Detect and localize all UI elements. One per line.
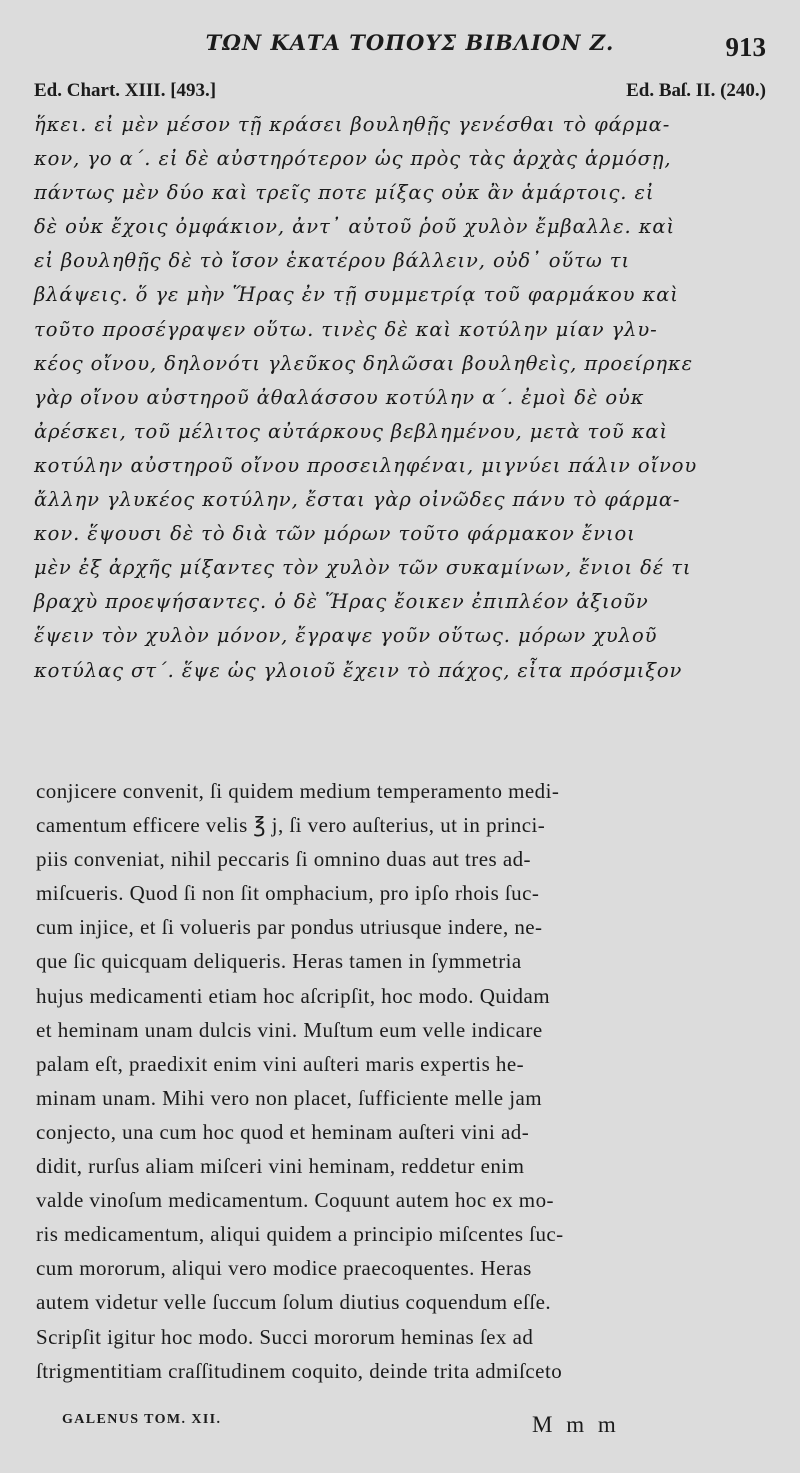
greek-line: ἕψειν τὸν χυλὸν μόνον, ἔγραψε γοῦν οὕτως. μόρων χυλοῦ [34,624,658,648]
greek-line: ἥκει. εἰ μὲν μέσον τῇ κράσει βουληθῇς γενέσθαι τὸ φάρμα- [34,113,671,136]
greek-line: ἄλλην γλυκέος κοτύλην, ἔσται γὰρ οἰνῶδες πάνυ τὸ φάρμα- [34,488,681,512]
latin-line: hujus medicamenti etiam hoc aſcripſit, hoc modo. Quidam [36,983,551,1008]
latin-line: conjecto, una cum hoc quod et heminam auſteri vini ad- [36,1119,530,1144]
latin-line: valde vinoſum medicamentum. Coquunt autem hoc ex mo- [36,1188,554,1213]
latin-line: miſcueris. Quod ſi non ſit omphacium, pro ipſo rhois ſuc- [36,881,540,906]
latin-line: camentum efficere velis ℥ j, ſi vero auſterius, ut in princi- [36,813,546,838]
latin-text-block [36,774,764,1388]
edition-basel-reference: Ed. Baſ. II. (240.) [626,80,766,101]
greek-line: τοῦτο προσέγραψεν οὕτω. τινὲς δὲ καὶ κοτύλην μίαν γλυ- [34,317,658,341]
greek-line: μὲν ἐξ ἀρχῆς μίξαντες τὸν χυλὸν τῶν συκαμίνων, ἔνιοι δέ τι [34,556,692,580]
greek-line: κοτύλην αὐστηροῦ οἴνου προσειληφέναι, μιγνύει πάλιν οἴνου [34,453,698,477]
footer-gathering-mark: M m m [532,1412,620,1437]
latin-line: conjicere convenit, ſi quidem medium temperamento medi- [36,779,560,803]
greek-line: γὰρ οἴνου αὐστηροῦ ἀθαλάσσου κοτύλην α΄. ἐμοὶ δὲ οὐκ [34,385,645,409]
latin-line: ris medicamentum, aliqui quidem a principio miſcentes ſuc- [36,1222,564,1247]
greek-line: κέος οἴνου, δηλονότι γλεῦκος δηλῶσαι βουληθεὶς, προείρηκε [34,351,693,375]
edition-reference-line [34,80,766,104]
footer-signature: GALENUS TOM. XII. [62,1412,222,1427]
page-number: 913 [725,32,766,62]
greek-line: δὲ οὐκ ἔχοις ὀμφάκιον, ἀντ᾽ αὐτοῦ ῥοῦ χυλὸν ἔμβαλλε. καὶ [34,215,676,239]
edition-chart-reference: Ed. Chart. XIII. [493.] [34,80,217,101]
latin-line: didit, rurſus aliam miſceri vini heminam, reddetur enim [36,1154,525,1179]
greek-line: πάντως μὲν δύο καὶ τρεῖς ποτε μίξας οὐκ ἂν ἁμάρτοις. εἰ [34,181,655,205]
greek-line: κον, γο α΄. εἰ δὲ αὐστηρότερον ὡς πρὸς τὰς ἀρχὰς ἁρμόσῃ, [34,147,672,171]
latin-line: cum injice, et ſi volueris par pondus utriusque indere, ne- [36,915,543,940]
greek-line: βραχὺ προεψήσαντες. ὁ δὲ Ἥρας ἔοικεν ἐπιπλέον ἀξιοῦν [34,590,649,614]
latin-line: autem videtur velle ſuccum ſolum diutius coquendum eſſe. [36,1290,552,1315]
greek-line: εἰ βουληθῇς δὲ τὸ ἴσον ἑκατέρου βάλλειν, οὐδ᾽ οὕτω τι [34,249,630,273]
latin-line: que ſic quicquam deliqueris. Heras tamen in ſymmetria [36,949,522,974]
greek-text-block [34,108,766,688]
latin-line: Scripſit igitur hoc modo. Succi mororum heminas ſex ad [36,1324,534,1349]
greek-line: βλάψεις. ὅ γε μὴν Ἥρας ἐν τῇ συμμετρίᾳ τοῦ φαρμάκου καὶ [34,283,679,307]
greek-line: κοτύλας στ΄. ἕψε ὡς γλοιοῦ ἔχειν τὸ πάχος, εἶτα πρόσμιξον [34,658,683,682]
latin-line: cum mororum, aliqui vero modice praecoquentes. Heras [36,1256,532,1281]
latin-line: piis conveniat, nihil peccaris ſi omnino duas aut tres ad- [36,847,531,872]
latin-line: minam unam. Mihi vero non placet, ſufficiente melle jam [36,1085,543,1110]
greek-line: ἀρέσκει, τοῦ μέλιτος αὐτάρκους βεβλημένου, μετὰ τοῦ καὶ [34,419,669,443]
latin-line: ſtrigmentitiam craſſitudinem coquito, deinde trita admiſceto [36,1358,563,1383]
running-head: ΤΩΝ ΚΑΤΑ ΤΟΠΟΥΣ ΒΙΒΛΙΟΝ Ζ. [205,30,615,55]
latin-line: et heminam unam dulcis vini. Muſtum eum velle indicare [36,1017,543,1042]
greek-line: κον. ἕψουσι δὲ τὸ διὰ τῶν μόρων τοῦτο φάρμακον ἔνιοι [34,522,636,546]
latin-line: palam eſt, praedixit enim vini auſteri maris expertis he- [36,1051,525,1076]
